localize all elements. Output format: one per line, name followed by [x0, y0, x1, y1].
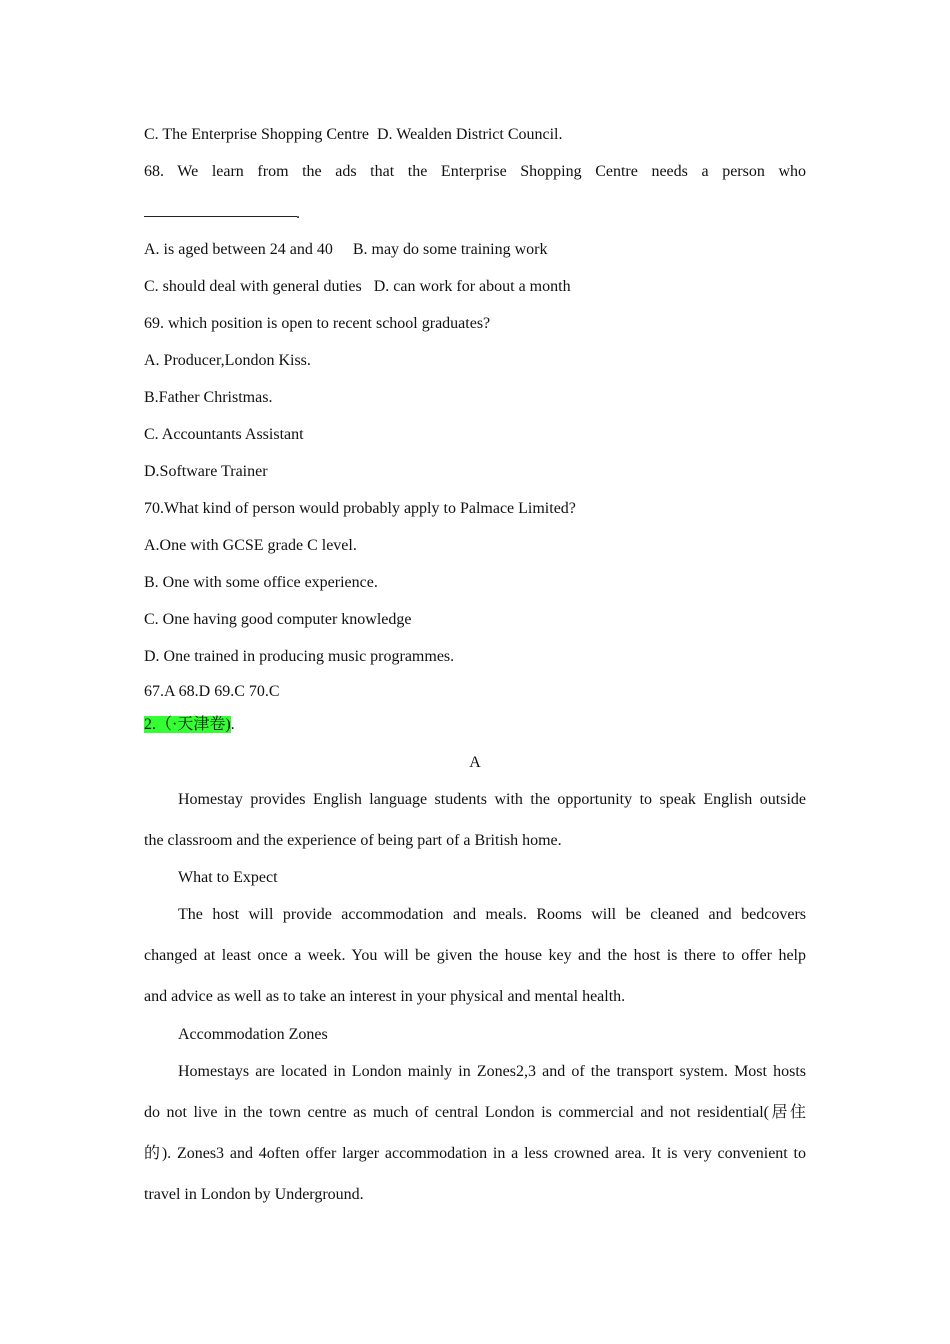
p3-line2: do not live in the town centre as much of central London is commercial and not residential(居住 [144, 1104, 806, 1121]
q68-options-cd: C. should deal with general duties D. can work for about a month [144, 278, 571, 295]
q70-option-c: C. One having good computer knowledge [144, 611, 412, 628]
p1-line1: Homestay provides English language students with the opportunity to speak English outside [178, 791, 806, 808]
answer-blank [144, 206, 297, 217]
p2-line1: The host will provide accommodation and meals. Rooms will be cleaned and bedcovers [178, 906, 806, 923]
passage-letter: A [469, 754, 481, 771]
answer-key: 67.A 68.D 69.C 70.C [144, 683, 280, 700]
p1-line2: the classroom and the experience of being part of a British home. [144, 832, 562, 849]
q68-options-ab: A. is aged between 24 and 40 B. may do some training work [144, 241, 548, 258]
p3-line3: 的). Zones3 and 4often offer larger accommodation in a less crowned area. It is very convenient to [144, 1145, 806, 1162]
q69-option-c: C. Accountants Assistant [144, 426, 304, 443]
p2-line2: changed at least once a week. You will be given the house key and the host is there to offer help [144, 947, 806, 964]
q69-option-b: B.Father Christmas. [144, 389, 273, 406]
q69-stem: 69. which position is open to recent school graduates? [144, 315, 491, 332]
q70-stem: 70.What kind of person would probably apply to Palmace Limited? [144, 500, 576, 517]
section-heading [144, 715, 235, 735]
highlighted-heading: 2.（·天津卷) [144, 716, 231, 733]
q70-option-d: D. One trained in producing music programmes. [144, 648, 455, 665]
p2-line3: and advice as well as to take an interest in your physical and mental health. [144, 988, 626, 1005]
q67-options-cd: C. The Enterprise Shopping Centre D. Wealden District Council. [144, 126, 563, 143]
q68-stem: 68. We learn from the ads that the Enterprise Shopping Centre needs a person who [144, 163, 806, 180]
heading-tail: . [230, 716, 235, 733]
q69-option-d: D.Software Trainer [144, 463, 268, 480]
q69-option-a: A. Producer,London Kiss. [144, 352, 311, 369]
subheading-what-to-expect: What to Expect [178, 869, 278, 886]
p3-line4: travel in London by Underground. [144, 1186, 364, 1203]
subheading-accommodation-zones: Accommodation Zones [178, 1026, 328, 1043]
p3-line1: Homestays are located in London mainly in Zones2,3 and of the transport system. Most hosts [178, 1063, 806, 1080]
q70-option-a: A.One with GCSE grade C level. [144, 537, 357, 554]
q70-option-b: B. One with some office experience. [144, 574, 378, 591]
q68-blank-end: . [296, 205, 300, 222]
